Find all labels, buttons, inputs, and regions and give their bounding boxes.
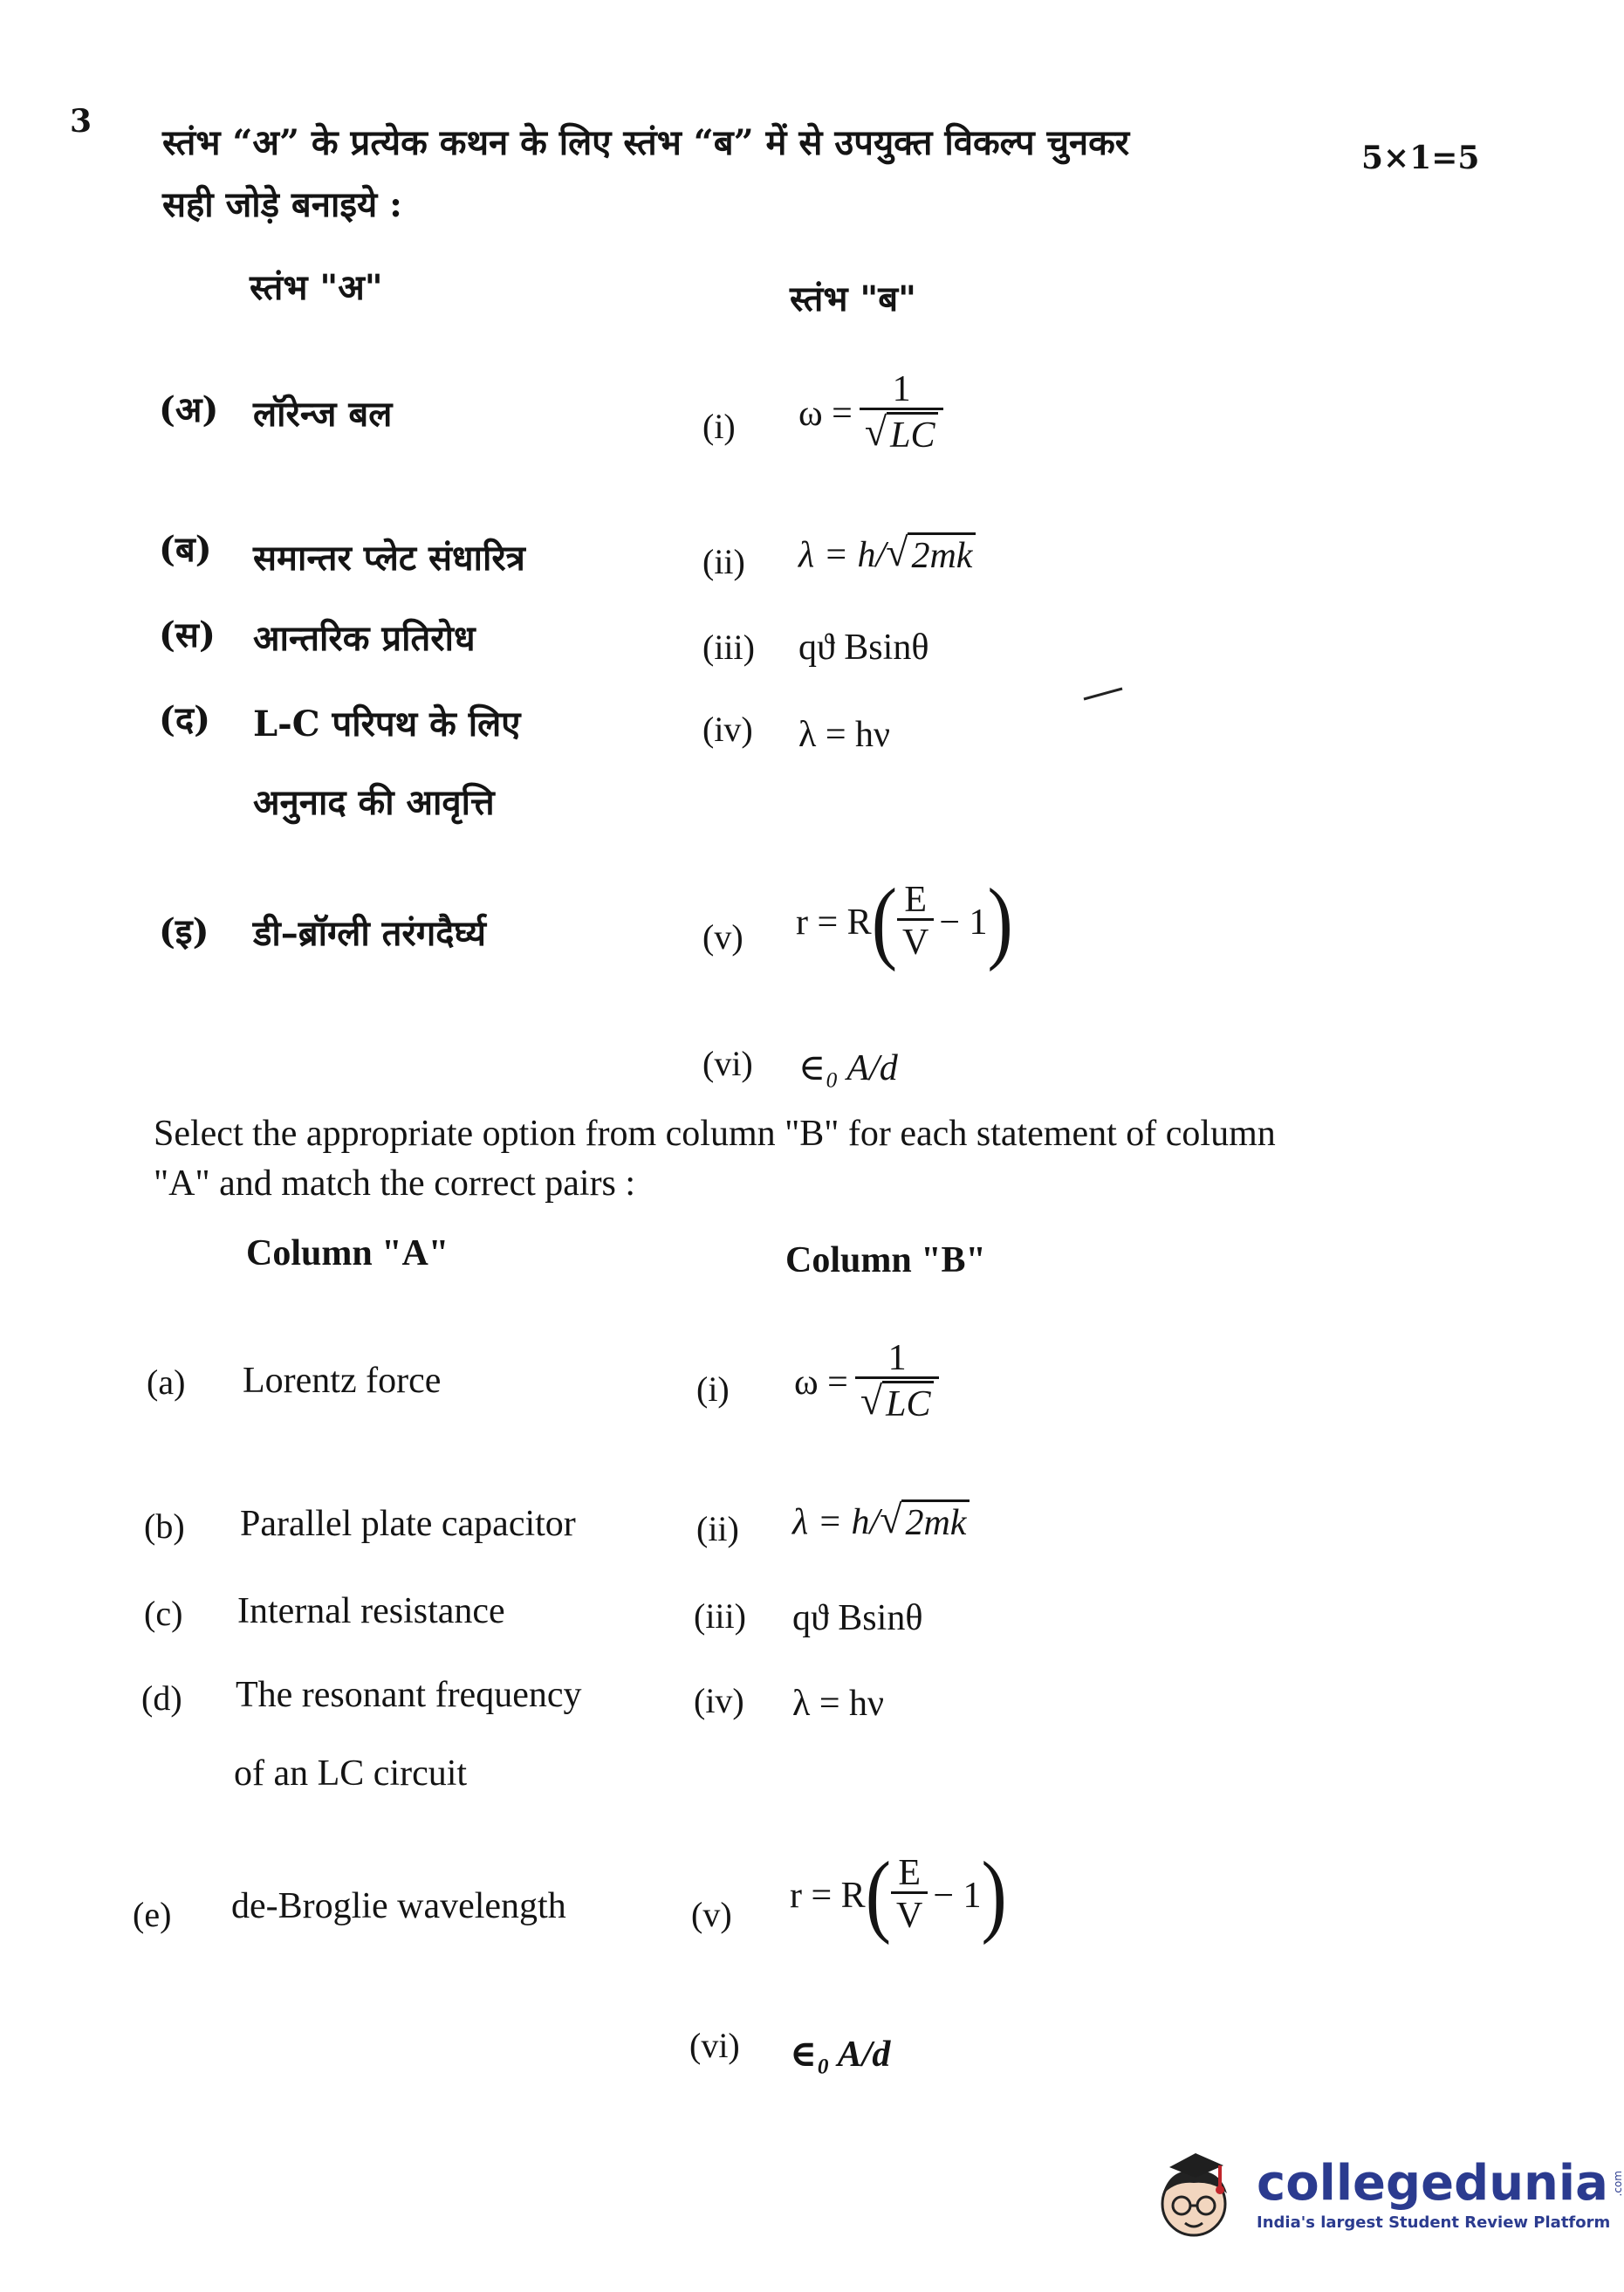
fraction-numerator: E <box>898 1853 921 1893</box>
option-label: (iii) <box>702 628 755 667</box>
fraction <box>891 1855 928 1936</box>
english-instruction-line2: "A" and match the correct pairs : <box>154 1163 636 1204</box>
fraction-denominator: V <box>891 1891 928 1936</box>
formula-tail: − 1 <box>939 902 988 943</box>
option-label: (v) <box>702 917 743 957</box>
brand-logo <box>1143 2143 1624 2247</box>
english-item-label: (a) <box>147 1362 186 1402</box>
option-label: (iv) <box>694 1681 744 1720</box>
fraction <box>860 371 944 456</box>
english-item-label: (e) <box>133 1895 172 1934</box>
sqrt-symbol: √ <box>864 409 887 454</box>
hindi-item-label: (स) <box>159 614 216 655</box>
option-label: (i) <box>702 407 736 446</box>
hindi-col-b-heading: स्तंभ "ब" <box>790 278 916 319</box>
hindi-item-text: लॉरेन्ज बल <box>253 394 393 435</box>
sqrt-symbol: √ <box>880 1497 902 1541</box>
hindi-instruction-line1: स्तंभ “अ” के प्रत्येक कथन के लिए स्तंभ “ब” में से उपयुक्त विकल्प चुनकर <box>162 122 1130 163</box>
formula-lhs: r = R <box>796 902 872 943</box>
brand-logo-row <box>1143 2143 1624 2247</box>
formula-tail: − 1 <box>933 1875 982 1916</box>
formula-lambda-mk <box>798 532 976 577</box>
fraction-denominator <box>855 1376 940 1425</box>
hindi-item-label: (इ) <box>159 911 209 952</box>
formula-photon: λ = hν <box>798 715 891 755</box>
formula-lhs: λ = h/ <box>792 1501 881 1542</box>
right-paren: ) <box>987 870 1013 973</box>
english-item-label: (c) <box>144 1594 183 1633</box>
fraction <box>897 882 934 963</box>
right-paren: ) <box>981 1843 1007 1946</box>
fraction-numerator: E <box>904 880 927 920</box>
brand-tagline: India's largest Student Review Platform <box>1257 2213 1611 2232</box>
option-label: (vi) <box>689 2026 740 2065</box>
english-item-text-cont: of an LC circuit <box>234 1753 468 1794</box>
brand-name-row <box>1257 2154 1624 2212</box>
english-item-text: The resonant frequency <box>236 1675 582 1715</box>
formula-lhs: ω = <box>798 394 853 435</box>
left-paren: ( <box>865 1843 891 1946</box>
formula-lhs: λ = h/ <box>798 534 887 575</box>
option-label: (vi) <box>702 1044 753 1083</box>
option-label: (ii) <box>702 542 745 581</box>
formula-capacitance: ∈₀ A/d <box>798 1048 898 1088</box>
formula-lorentz: qϑ Bsinθ <box>792 1598 923 1638</box>
fraction <box>855 1340 940 1425</box>
fraction-denominator <box>860 408 944 456</box>
hindi-instruction-line2: सही जोड़े बनाइये : <box>162 184 402 225</box>
option-label: (v) <box>691 1895 732 1934</box>
fraction-denominator: V <box>897 918 934 963</box>
option-label: (iii) <box>694 1596 746 1636</box>
formula-lorentz: qϑ Bsinθ <box>798 628 929 668</box>
hindi-col-a-heading: स्तंभ "अ" <box>250 267 383 308</box>
pen-mark <box>1082 685 1126 703</box>
question-number: 3 <box>70 103 93 140</box>
english-item-text: Lorentz force <box>243 1361 442 1401</box>
sqrt-content: LC <box>882 1381 934 1425</box>
brand-text-block <box>1257 2154 1624 2232</box>
sqrt <box>880 1499 970 1544</box>
english-col-b-heading: Column "B" <box>785 1240 986 1280</box>
hindi-item-label: (द) <box>159 699 211 740</box>
hindi-item-text: समान्तर प्लेट संधारित्र <box>253 538 525 579</box>
brand-domain: .com <box>1611 2170 1624 2197</box>
sqrt-symbol: √ <box>886 530 908 574</box>
left-paren: ( <box>871 870 897 973</box>
option-label: (ii) <box>696 1509 739 1548</box>
fraction-numerator: 1 <box>892 369 911 409</box>
formula-photon: λ = hν <box>792 1684 885 1724</box>
sqrt <box>886 532 976 577</box>
formula-omega <box>798 371 943 456</box>
sqrt-symbol: √ <box>860 1378 883 1423</box>
formula-omega <box>794 1340 939 1425</box>
english-instruction-line1: Select the appropriate option from column "B" for each statement of column <box>154 1114 1276 1154</box>
english-item-text: Internal resistance <box>237 1591 505 1631</box>
english-item-label: (d) <box>141 1678 182 1718</box>
option-label: (iv) <box>702 710 753 749</box>
english-item-text: de-Broglie wavelength <box>231 1886 566 1926</box>
english-item-label: (b) <box>144 1506 185 1546</box>
formula-internal-resistance <box>790 1843 1007 1946</box>
student-mascot-icon <box>1143 2143 1248 2247</box>
hindi-item-label: (ब) <box>159 529 212 570</box>
english-item-text: Parallel plate capacitor <box>240 1504 576 1544</box>
formula-lhs: ω = <box>794 1362 848 1403</box>
hindi-item-label: (अ) <box>159 389 219 430</box>
fraction-numerator: 1 <box>887 1338 907 1378</box>
sqrt-content: 2mk <box>901 1499 970 1544</box>
hindi-item-text: आन्तरिक प्रतिरोध <box>253 618 476 659</box>
option-label: (i) <box>696 1369 730 1409</box>
hindi-item-text: डी–ब्रॉग्ली तरंगदैर्घ्य <box>253 913 487 954</box>
sqrt-content: LC <box>887 412 938 456</box>
brand-name: collegedunia <box>1257 2154 1608 2212</box>
formula-lhs: r = R <box>790 1875 866 1916</box>
english-col-a-heading: Column "A" <box>246 1233 449 1273</box>
formula-capacitance: ∈₀ A/d <box>790 2035 891 2075</box>
marks: 5×1=5 <box>1361 140 1480 176</box>
hindi-item-text-cont: अनुनाद की आवृत्ति <box>253 782 495 823</box>
sqrt-content: 2mk <box>908 532 976 577</box>
hindi-item-text: L-C परिपथ के लिए <box>253 703 521 745</box>
formula-internal-resistance <box>796 870 1013 973</box>
formula-lambda-mk <box>792 1499 970 1544</box>
